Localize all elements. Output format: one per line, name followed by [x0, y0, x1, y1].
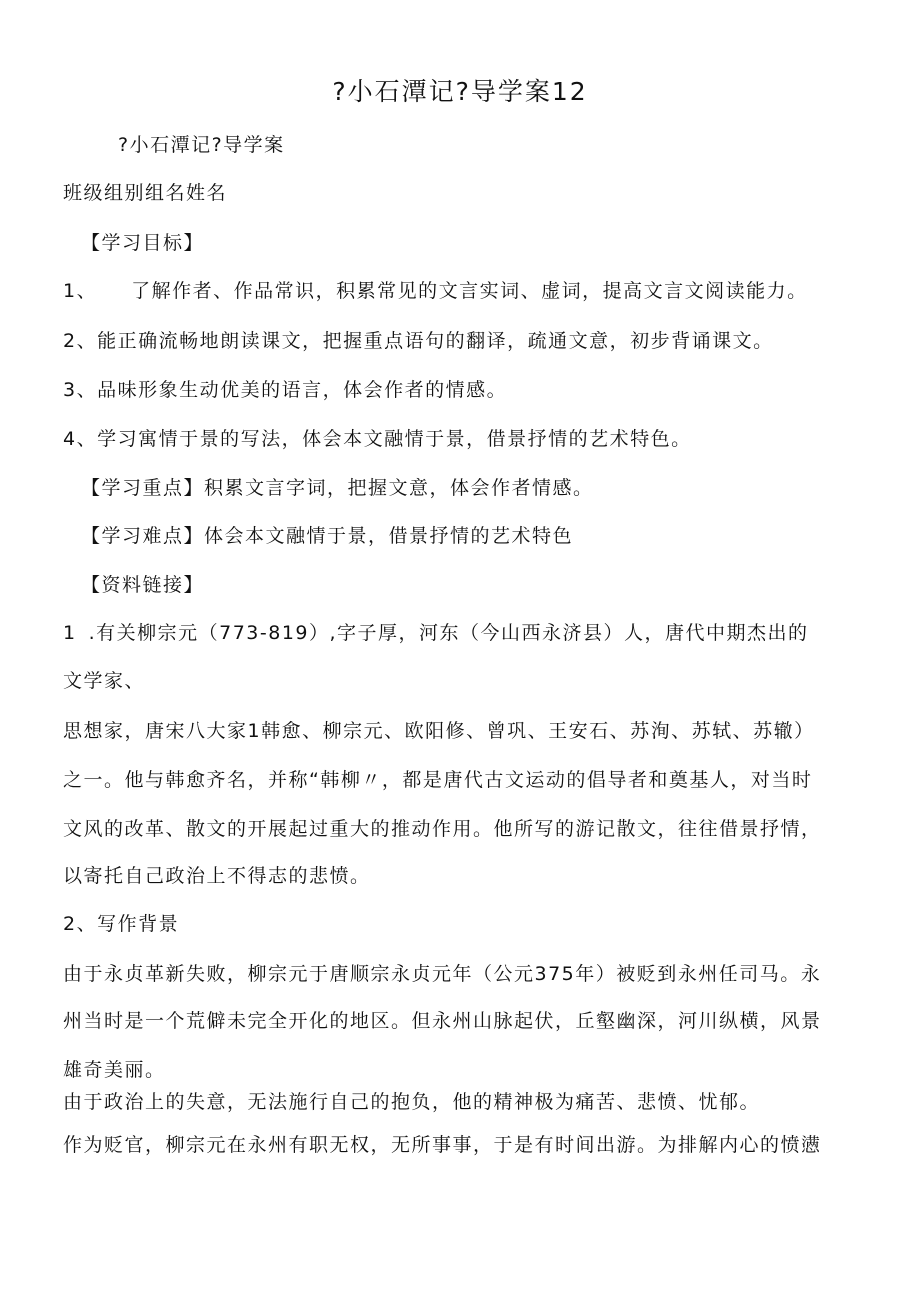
author-paragraph-line: 文风的改革、散文的开展起过重大的推动作用。他所写的游记散文，往往借景抒情，: [63, 818, 822, 840]
background-line: 由于政治上的失意，无法施行自己的抱负，他的精神极为痛苦、悲愤、忧郁。: [63, 1091, 761, 1113]
objective-item: 2、能正确流畅地朗读课文，把握重点语句的翻译，疏通文意，初步背诵课文。: [63, 330, 774, 352]
objective-item: [63, 276, 808, 303]
background-heading: 2、写作背景: [63, 913, 180, 935]
background-line: 作为贬官，柳宗元在永州有职无权，无所事事，于是有时间出游。为排解内心的愤懑: [63, 1134, 822, 1156]
background-line: 由于永贞革新失败，柳宗元于唐顺宗永贞元年（公元375年）被贬到永州任司马。永: [63, 963, 822, 985]
background-line: 雄奇美丽。: [63, 1059, 166, 1081]
class-info-line: 班级组别组名姓名: [63, 182, 228, 204]
author-paragraph-line: 之一。他与韩愈齐名，并称“韩柳〃，都是唐代古文运动的倡导者和奠基人，对当时: [63, 769, 813, 791]
difficulty-point: 【学习难点】体会本文融情于景，借景抒情的艺术特色: [81, 525, 574, 547]
document-title: ?小石潭记?导学案12: [332, 77, 588, 106]
background-line: 州当时是一个荒僻未完全开化的地区。但永州山脉起伏，丘壑幽深，河川纵横，风景: [63, 1010, 822, 1032]
author-paragraph-line: 文学家、: [63, 670, 146, 692]
author-paragraph-line: 以寄托自己政治上不得志的悲愤。: [63, 865, 371, 887]
objective-item: 4、学习寓情于景的写法，体会本文融情于景，借景抒情的艺术特色。: [63, 428, 692, 450]
resources-heading: 【资料链接】: [81, 574, 205, 596]
objectives-heading: 【学习目标】: [81, 232, 205, 254]
subtitle: ?小石潭记?导学案: [118, 134, 285, 156]
author-item-number: 1: [63, 622, 77, 644]
author-paragraph-line: 思想家，唐宋八大家1韩愈、柳宗元、欧阳修、曾巩、王安石、苏洵、苏轼、苏辙）: [63, 720, 815, 742]
key-point: 【学习重点】积累文言字词，把握文意，体会作者情感。: [81, 477, 594, 499]
objective-item: 3、品味形象生动优美的语言，体会作者的情感。: [63, 379, 508, 401]
objective-text: 了解作者、作品常识，积累常见的文言实词、虚词，提高文言文阅读能力。: [131, 280, 808, 302]
author-paragraph-line: 1 .有关柳宗元（773-819）,字子厚，河东（今山西永济县）人，唐代中期杰出的: [63, 622, 809, 644]
objective-number: 1、: [63, 280, 98, 302]
